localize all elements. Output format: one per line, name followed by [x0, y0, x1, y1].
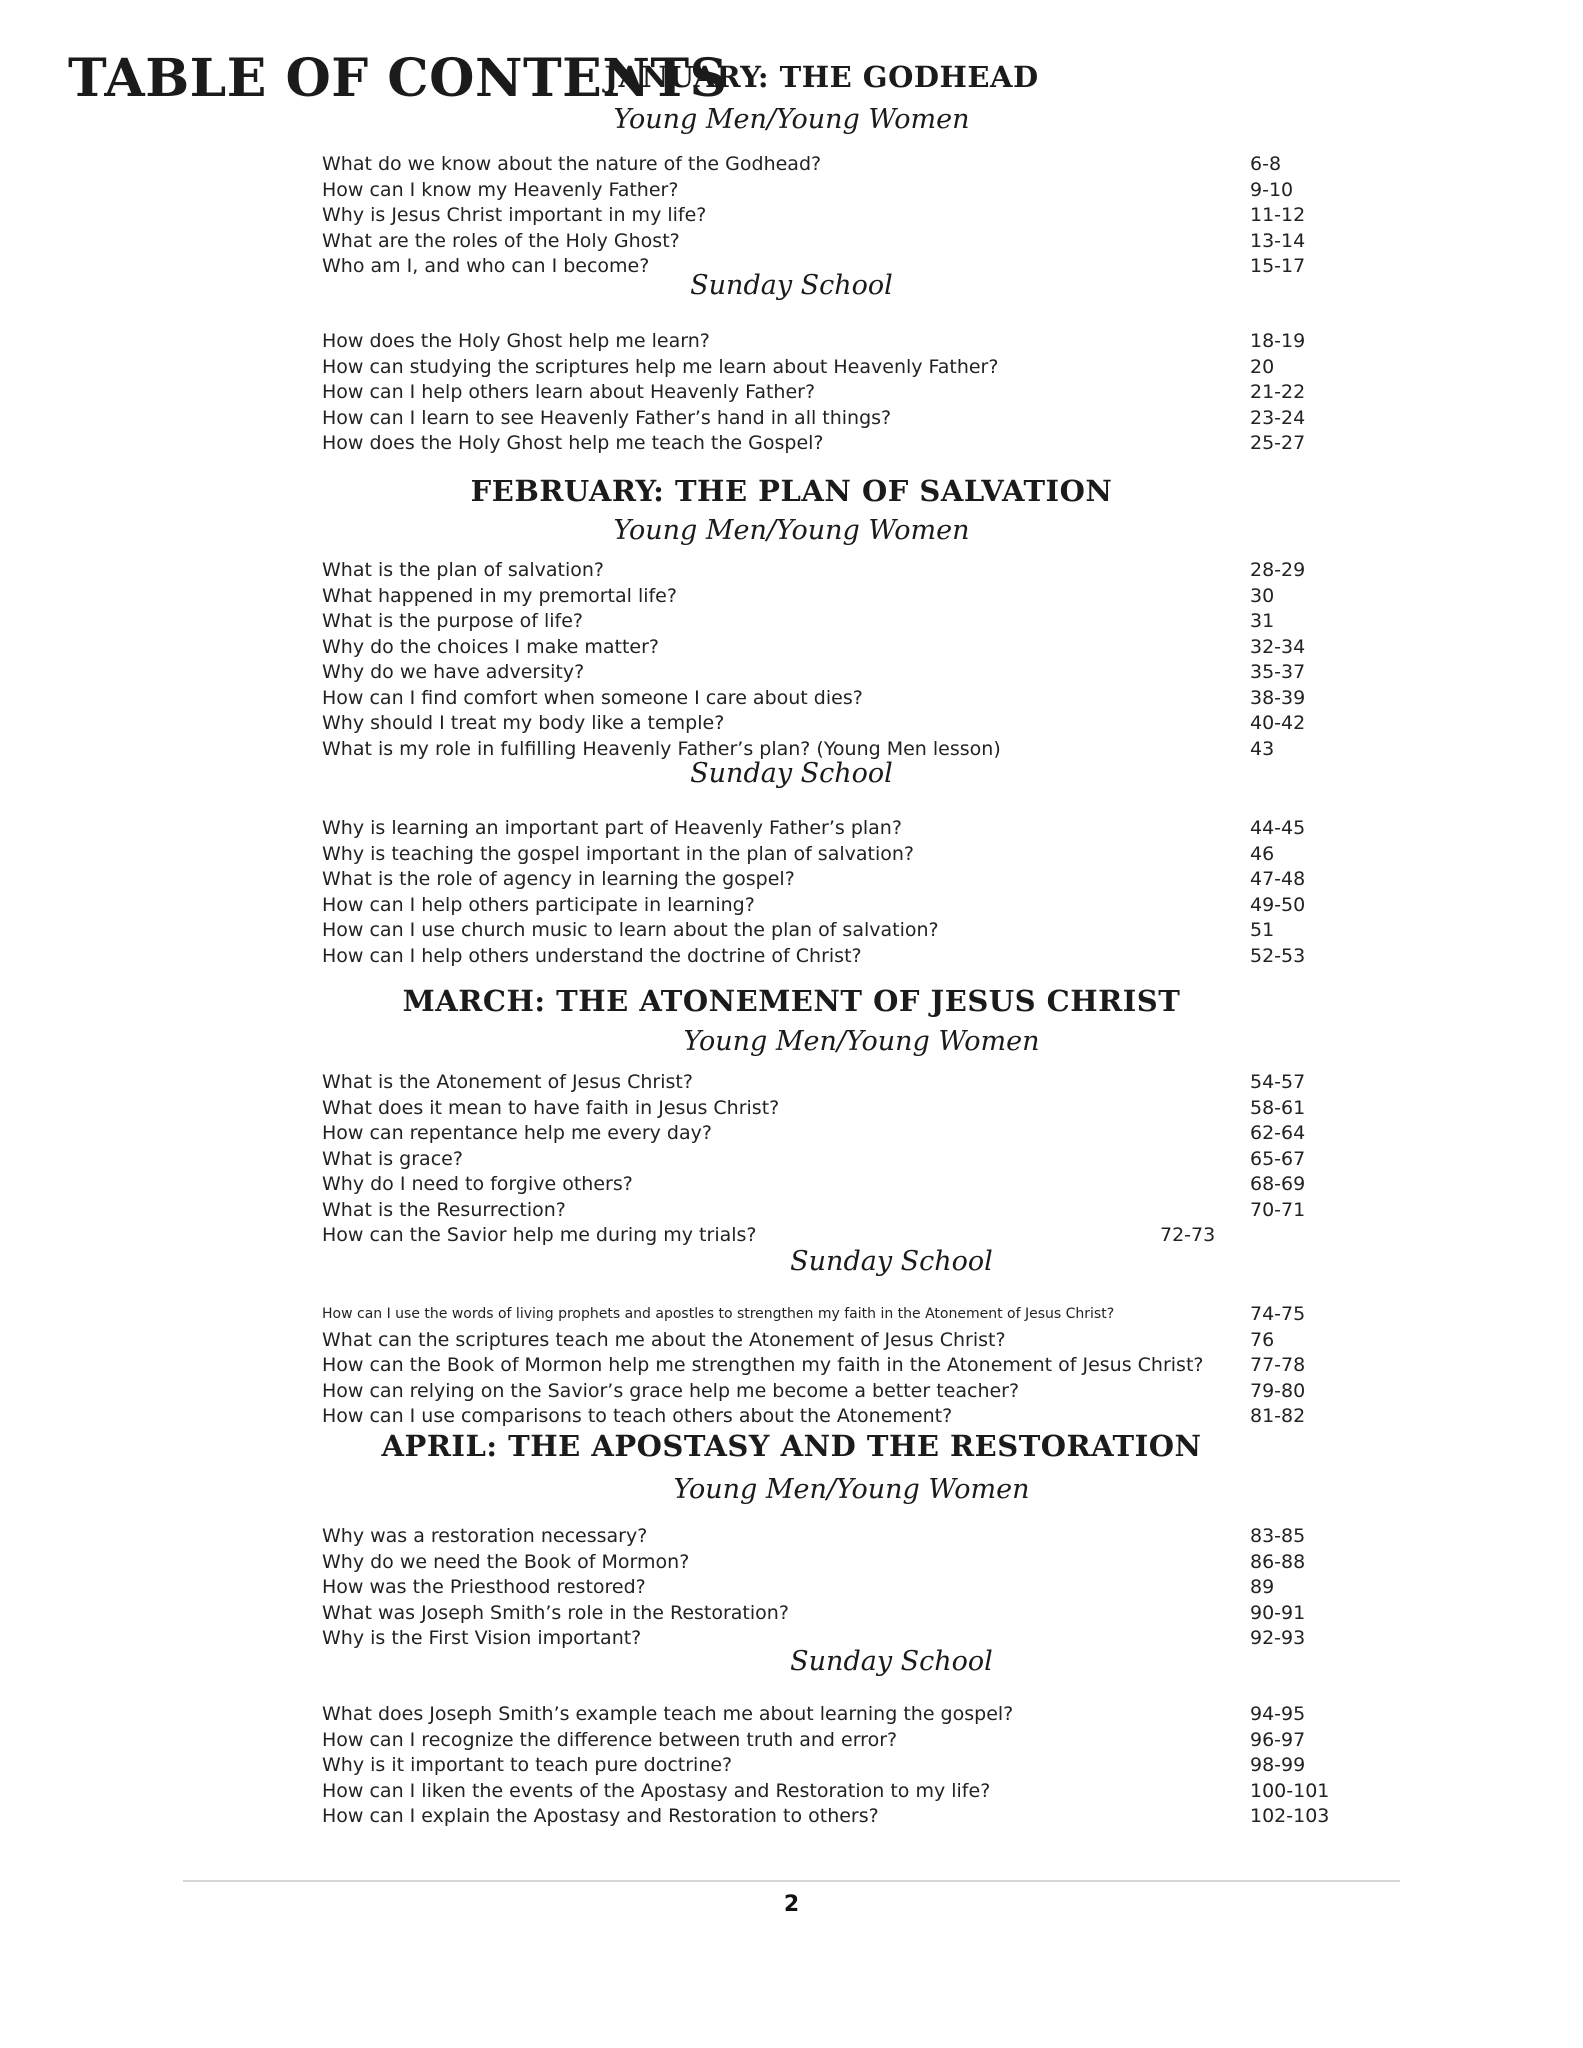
entry-question: What is the Resurrection?	[322, 1198, 566, 1221]
entry-question: What can the scriptures teach me about the Atonement of Jesus Christ?	[322, 1328, 1006, 1351]
entry-pages: 23-24	[1250, 406, 1306, 429]
toc-entry[interactable]	[322, 1404, 1422, 1430]
toc-entry[interactable]	[322, 229, 1422, 255]
entry-question: How can I use comparisons to teach others about the Atonement?	[322, 1405, 953, 1427]
entry-question: What is the role of agency in learning the gospel?	[322, 868, 795, 890]
entry-pages: 102-103	[1250, 1805, 1330, 1827]
entry-pages: 30	[1250, 584, 1275, 607]
entry-pages: 54-57	[1250, 1071, 1306, 1093]
entry-pages: 49-50	[1250, 893, 1306, 916]
entry-pages: 96-97	[1250, 1728, 1306, 1751]
entry-question: How can I liken the events of the Apostasy and Restoration to my life?	[322, 1779, 991, 1802]
group-label-march-sunday-school: Sunday School	[790, 1246, 993, 1277]
toc-entry[interactable]	[322, 1302, 1422, 1328]
entry-list-february-ymyw	[322, 558, 1422, 762]
entry-question: What are the roles of the Holy Ghost?	[322, 229, 680, 252]
entry-question: What is the purpose of life?	[322, 610, 583, 632]
toc-entry[interactable]	[322, 686, 1422, 712]
entry-question: What is the plan of salvation?	[322, 559, 605, 581]
entry-list-march-sunday-school	[322, 1302, 1422, 1430]
toc-entry[interactable]	[322, 660, 1422, 686]
entry-question: How can the Book of Mormon help me strengthen my faith in the Atonement of Jesus Christ?	[322, 1354, 1204, 1376]
entry-list-april-sunday-school	[322, 1702, 1422, 1830]
entry-question: How can the Savior help me during my trials?	[322, 1224, 757, 1246]
entry-pages: 38-39	[1250, 686, 1306, 709]
entry-question: What is grace?	[322, 1147, 463, 1170]
entry-list-february-sunday-school	[322, 816, 1422, 969]
entry-pages: 32-34	[1250, 635, 1306, 658]
entry-pages: 6-8	[1250, 153, 1282, 175]
toc-entry[interactable]	[322, 355, 1422, 381]
entry-pages: 98-99	[1250, 1754, 1306, 1776]
entry-question: Why do the choices I make matter?	[322, 635, 660, 658]
entry-question: How was the Priesthood restored?	[322, 1576, 646, 1598]
entry-question: What is the Atonement of Jesus Christ?	[322, 1071, 693, 1093]
entry-pages: 62-64	[1250, 1122, 1306, 1144]
toc-entry[interactable]	[322, 816, 1422, 842]
entry-pages: 58-61	[1250, 1096, 1306, 1119]
entry-list-april-ymyw	[322, 1524, 1422, 1652]
entry-pages: 9-10	[1250, 178, 1294, 201]
toc-entry[interactable]	[322, 1601, 1422, 1627]
toc-entry[interactable]	[322, 431, 1422, 457]
entry-question: How can I help others understand the doctrine of Christ?	[322, 944, 862, 967]
toc-entry[interactable]	[322, 1096, 1422, 1122]
entry-pages: 13-14	[1250, 229, 1306, 252]
toc-entry[interactable]	[322, 406, 1422, 432]
toc-entry[interactable]	[322, 918, 1422, 944]
entry-question: How can relying on the Savior’s grace help me become a better teacher?	[322, 1379, 1020, 1402]
entry-question: Why is learning an important part of Heavenly Father’s plan?	[322, 817, 902, 839]
entry-pages: 46	[1250, 842, 1275, 865]
entry-question: Why is the First Vision important?	[322, 1627, 642, 1649]
entry-question: Why is teaching the gospel important in the plan of salvation?	[322, 842, 914, 865]
entry-question: How can I help others participate in learning?	[322, 893, 755, 916]
entry-pages: 81-82	[1250, 1405, 1306, 1427]
entry-pages: 11-12	[1250, 204, 1306, 226]
group-label-april-sunday-school: Sunday School	[790, 1646, 993, 1677]
toc-entry[interactable]	[322, 1524, 1422, 1550]
toc-entry[interactable]	[322, 1779, 1422, 1805]
toc-entry[interactable]	[322, 1328, 1422, 1354]
toc-entry[interactable]	[322, 380, 1422, 406]
entry-question: How can I help others learn about Heavenly Father?	[322, 381, 816, 403]
entry-pages: 28-29	[1250, 559, 1306, 581]
page-title: TABLE OF CONTENTS	[68, 48, 728, 109]
entry-question: Why do I need to forgive others?	[322, 1173, 633, 1195]
group-label-february-sunday-school: Sunday School	[690, 758, 893, 789]
toc-entry[interactable]	[322, 329, 1422, 355]
toc-entry[interactable]	[322, 842, 1422, 868]
group-label-january-sunday-school: Sunday School	[690, 270, 893, 301]
entry-pages: 89	[1250, 1576, 1275, 1598]
entry-pages: 40-42	[1250, 712, 1306, 734]
entry-pages: 79-80	[1250, 1379, 1306, 1402]
toc-entry[interactable]	[322, 944, 1422, 970]
entry-pages: 77-78	[1250, 1354, 1306, 1376]
toc-entry[interactable]	[322, 1121, 1422, 1147]
toc-entry[interactable]	[322, 1804, 1422, 1830]
entry-pages: 83-85	[1250, 1525, 1306, 1547]
toc-entry[interactable]	[322, 1070, 1422, 1096]
entry-pages: 44-45	[1250, 817, 1306, 839]
entry-pages: 43	[1250, 737, 1275, 760]
toc-entry[interactable]	[322, 867, 1422, 893]
entry-question: What was Joseph Smith’s role in the Restoration?	[322, 1601, 789, 1624]
entry-question: How does the Holy Ghost help me teach the Gospel?	[322, 432, 824, 454]
entry-list-january-sunday-school	[322, 329, 1422, 457]
group-label-january-young-men-young-women: Young Men/Young Women	[613, 104, 970, 135]
entry-question: How can I know my Heavenly Father?	[322, 178, 679, 201]
section-heading-march: MARCH: THE ATONEMENT OF JESUS CHRIST	[402, 984, 1181, 1018]
toc-entry[interactable]	[322, 1550, 1422, 1576]
entry-question: How can I recognize the difference between truth and error?	[322, 1728, 898, 1751]
entry-question: Why was a restoration necessary?	[322, 1525, 648, 1547]
toc-entry[interactable]	[322, 152, 1422, 178]
entry-question: How can I learn to see Heavenly Father’s hand in all things?	[322, 406, 892, 429]
entry-question: What does Joseph Smith’s example teach me about learning the gospel?	[322, 1703, 1014, 1725]
section-heading-february: FEBRUARY: THE PLAN OF SALVATION	[470, 474, 1113, 508]
entry-pages: 74-75	[1250, 1303, 1306, 1325]
toc-entry[interactable]	[322, 1353, 1422, 1379]
entry-question: How does the Holy Ghost help me learn?	[322, 330, 710, 352]
toc-entry[interactable]	[322, 1379, 1422, 1405]
toc-entry[interactable]	[322, 1753, 1422, 1779]
entry-question: Why do we need the Book of Mormon?	[322, 1550, 690, 1573]
entry-question: Who am I, and who can I become?	[322, 255, 650, 277]
entry-pages: 25-27	[1250, 432, 1306, 454]
entry-question: Why should I treat my body like a temple?	[322, 712, 725, 734]
entry-pages: 90-91	[1250, 1601, 1306, 1624]
section-heading-april: APRIL: THE APOSTASY AND THE RESTORATION	[381, 1429, 1202, 1463]
section-heading-january: JANUARY: THE GODHEAD	[604, 60, 1039, 94]
toc-entry[interactable]	[322, 1728, 1422, 1754]
entry-pages: 94-95	[1250, 1703, 1306, 1725]
toc-entry[interactable]	[322, 203, 1422, 229]
toc-entry[interactable]	[322, 584, 1422, 610]
toc-entry[interactable]	[322, 1147, 1422, 1173]
toc-entry[interactable]	[322, 1223, 1422, 1249]
entry-pages: 65-67	[1250, 1147, 1306, 1170]
group-label-february-young-men-young-women: Young Men/Young Women	[613, 515, 970, 546]
entry-pages: 35-37	[1250, 661, 1306, 683]
page-number: 2	[783, 1892, 800, 1917]
entry-question: Why is it important to teach pure doctrine?	[322, 1754, 733, 1776]
toc-entry[interactable]	[322, 1575, 1422, 1601]
toc-entry[interactable]	[322, 1172, 1422, 1198]
entry-pages: 68-69	[1250, 1173, 1306, 1195]
entry-question: What is my role in fulfilling Heavenly Father’s plan? (Young Men lesson)	[322, 737, 1001, 760]
entry-question: How can I explain the Apostasy and Restoration to others?	[322, 1805, 879, 1827]
entry-question: What does it mean to have faith in Jesus Christ?	[322, 1096, 780, 1119]
entry-pages: 92-93	[1250, 1627, 1306, 1649]
toc-entry[interactable]	[322, 893, 1422, 919]
footer-divider	[183, 1880, 1400, 1882]
entry-list-march-ymyw	[322, 1070, 1422, 1249]
entry-question: How can repentance help me every day?	[322, 1122, 712, 1144]
entry-pages: 72-73	[1160, 1224, 1216, 1246]
group-label-march-young-men-young-women: Young Men/Young Women	[683, 1026, 1040, 1057]
entry-pages: 51	[1250, 919, 1275, 941]
toc-entry[interactable]	[322, 635, 1422, 661]
entry-pages: 52-53	[1250, 944, 1306, 967]
group-label-april-young-men-young-women: Young Men/Young Women	[673, 1474, 1030, 1505]
toc-entry[interactable]	[322, 609, 1422, 635]
toc-entry[interactable]	[322, 1198, 1422, 1224]
entry-question: How can I find comfort when someone I care about dies?	[322, 686, 863, 709]
entry-pages: 15-17	[1250, 255, 1306, 277]
entry-pages: 70-71	[1250, 1198, 1306, 1221]
entry-pages: 21-22	[1250, 381, 1306, 403]
entry-question: How can I use the words of living prophets and apostles to strengthen my faith in the Atonement of Jesus Christ?	[322, 1306, 1115, 1322]
entry-question: How can studying the scriptures help me learn about Heavenly Father?	[322, 355, 999, 378]
toc-entry[interactable]	[322, 558, 1422, 584]
toc-entry[interactable]	[322, 711, 1422, 737]
entry-list-january-ymyw	[322, 152, 1422, 280]
entry-question: How can I use church music to learn about the plan of salvation?	[322, 919, 939, 941]
entry-pages: 47-48	[1250, 868, 1306, 890]
entry-pages: 20	[1250, 355, 1275, 378]
entry-question: Why do we have adversity?	[322, 661, 585, 683]
toc-entry[interactable]	[322, 1702, 1422, 1728]
entry-pages: 100-101	[1250, 1779, 1330, 1802]
toc-entry[interactable]	[322, 178, 1422, 204]
entry-question: What happened in my premortal life?	[322, 584, 677, 607]
entry-question: Why is Jesus Christ important in my life?	[322, 204, 707, 226]
entry-pages: 76	[1250, 1328, 1275, 1351]
entry-pages: 18-19	[1250, 330, 1306, 352]
entry-pages: 86-88	[1250, 1550, 1306, 1573]
entry-question: What do we know about the nature of the Godhead?	[322, 153, 822, 175]
entry-pages: 31	[1250, 610, 1275, 632]
